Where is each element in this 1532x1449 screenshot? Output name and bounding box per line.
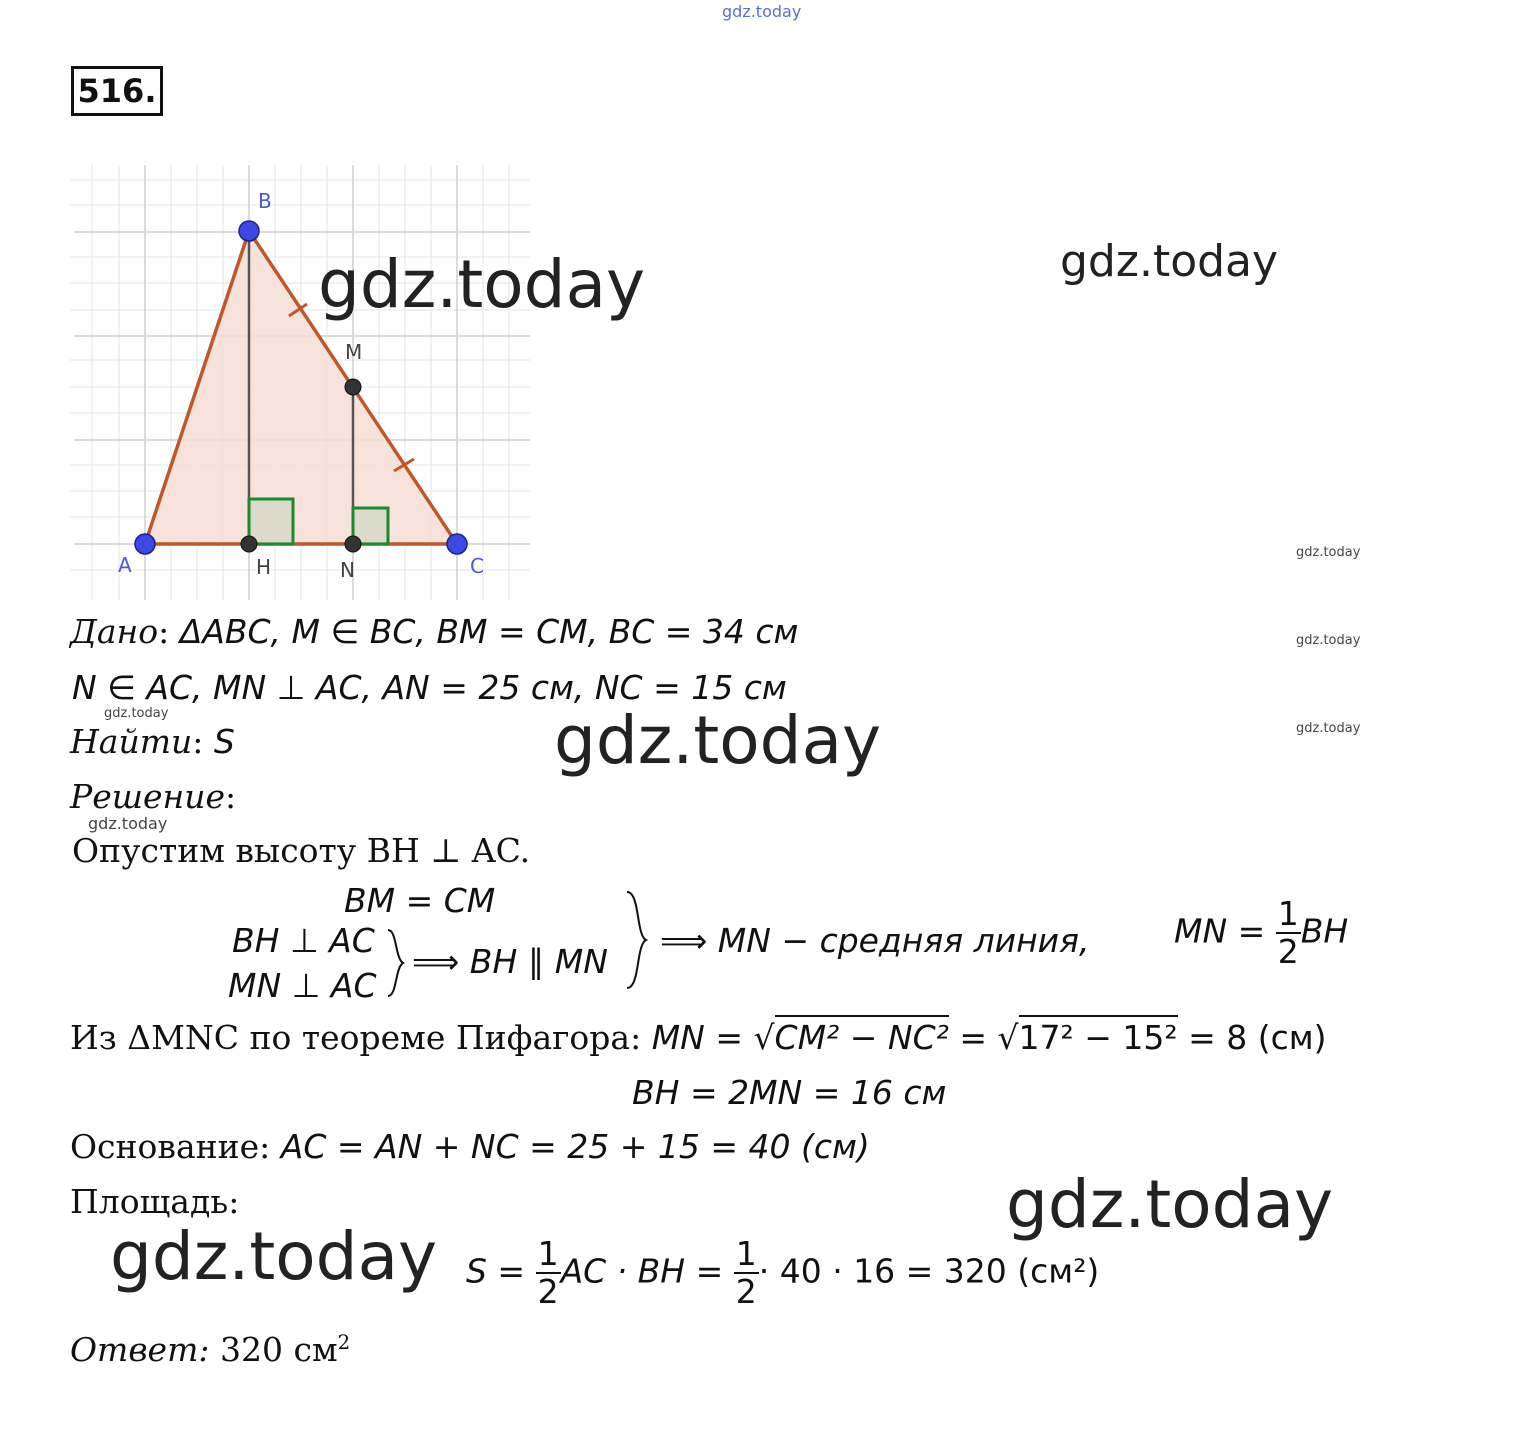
answer-value: 320 см (220, 1330, 338, 1369)
label-b: B (258, 189, 272, 213)
given-text-1: ΔABC, M ∈ BC, BM = CM, BC = 34 см (179, 612, 799, 651)
answer-label: Ответ: (70, 1330, 210, 1369)
watermark-right-top: gdz.today (1060, 236, 1279, 287)
point-m (345, 379, 361, 395)
area-rest: · 40 · 16 = 320 (см²) (758, 1251, 1100, 1291)
system-mn-ac: MN ⊥ AC (228, 966, 377, 1005)
area-den-1: 2 (537, 1272, 559, 1312)
label-h: H (256, 555, 272, 579)
watermark-bottom-left: gdz.today (110, 1218, 438, 1295)
label-m: M (345, 340, 363, 364)
area-formula (466, 1236, 1099, 1311)
pythagoras-line: Из ΔMNC по теореме Пифагора: MN = √CM² − NC² = √17² − 15² = 8 (см) (70, 1018, 1327, 1057)
given-line-1: Дано: ΔABC, M ∈ BC, BM = CM, BC = 34 см (70, 612, 799, 651)
given-line-2: N ∈ AC, MN ⊥ AC, AN = 25 см, NC = 15 см (72, 668, 787, 707)
solution-label: Решение (70, 777, 226, 816)
watermark-small-1: gdz.today (1296, 545, 1361, 560)
watermark-small-3: gdz.today (1296, 721, 1361, 736)
point-b (239, 221, 259, 241)
mn-eq: MN = (1174, 911, 1276, 951)
problem-number: 516. (71, 66, 163, 116)
answer-line (70, 1330, 350, 1369)
right-angle-h (249, 499, 293, 544)
bh-equation: BH = 2MN = 16 см (632, 1073, 947, 1112)
fraction-num: 1 (1277, 894, 1299, 933)
brace-large (624, 890, 650, 990)
brace-small (385, 928, 407, 998)
pythagoras-result: = 8 (см) (1177, 1018, 1327, 1057)
point-n (345, 536, 361, 552)
area-num-2: 1 (735, 1234, 757, 1273)
solution-heading: Решение: (70, 777, 237, 816)
area-num-1: 1 (537, 1234, 559, 1273)
watermark-middle: gdz.today (554, 702, 882, 779)
label-c: C (470, 554, 484, 578)
find-line: Найти: S (70, 722, 235, 761)
pythagoras-root1: CM² − NC² (775, 1015, 949, 1057)
system-conclusion (660, 921, 1089, 960)
pythagoras-root2: 17² − 15² (1019, 1015, 1178, 1057)
area-s: S = (466, 1251, 536, 1291)
system-bm-cm: BM = CM (344, 881, 496, 920)
formula-mn-half (1174, 896, 1348, 971)
system-bh-ac: BH ⊥ AC (232, 921, 375, 960)
system-parallel: ⟹ BH ∥ MN (412, 942, 608, 981)
fraction-half (1276, 896, 1301, 971)
pythagoras-text: Из ΔMNC по теореме Пифагора: (70, 1018, 642, 1057)
watermark-diagram: gdz.today (318, 246, 646, 323)
area-den-2: 2 (735, 1272, 757, 1312)
base-label: Основание: (70, 1127, 271, 1166)
point-c (447, 534, 467, 554)
label-n: N (340, 558, 355, 582)
area-fraction-1 (536, 1236, 561, 1311)
given-label: Дано (70, 612, 159, 651)
conclusion-text: ⟹ MN − средняя линия, (660, 921, 1090, 960)
mn-bh: BH (1300, 911, 1349, 951)
point-h (241, 536, 257, 552)
base-line (70, 1127, 870, 1166)
area-fraction-2 (734, 1236, 759, 1311)
pythagoras-mn: MN = (651, 1018, 754, 1057)
answer-sup: 2 (337, 1331, 351, 1354)
label-a: A (118, 553, 132, 577)
area-label: Площадь: (70, 1182, 240, 1221)
point-a (135, 534, 155, 554)
watermark-small-4: gdz.today (104, 706, 169, 721)
watermark-small-2: gdz.today (1296, 633, 1361, 648)
watermark-top: gdz.today (722, 2, 802, 21)
base-formula: AC = AN + NC = 25 + 15 = 40 (см) (280, 1127, 870, 1166)
area-mid: AC · BH = (560, 1251, 734, 1291)
triangle-diagram (70, 160, 540, 600)
find-value: S (213, 722, 235, 761)
find-label: Найти (70, 722, 193, 761)
pythagoras-eq: = (948, 1018, 998, 1057)
watermark-bottom-right: gdz.today (1006, 1166, 1334, 1243)
step-altitude: Опустим высоту BH ⊥ AC. (72, 831, 531, 870)
fraction-den: 2 (1277, 932, 1299, 972)
watermark-small-5: gdz.today (88, 814, 168, 833)
